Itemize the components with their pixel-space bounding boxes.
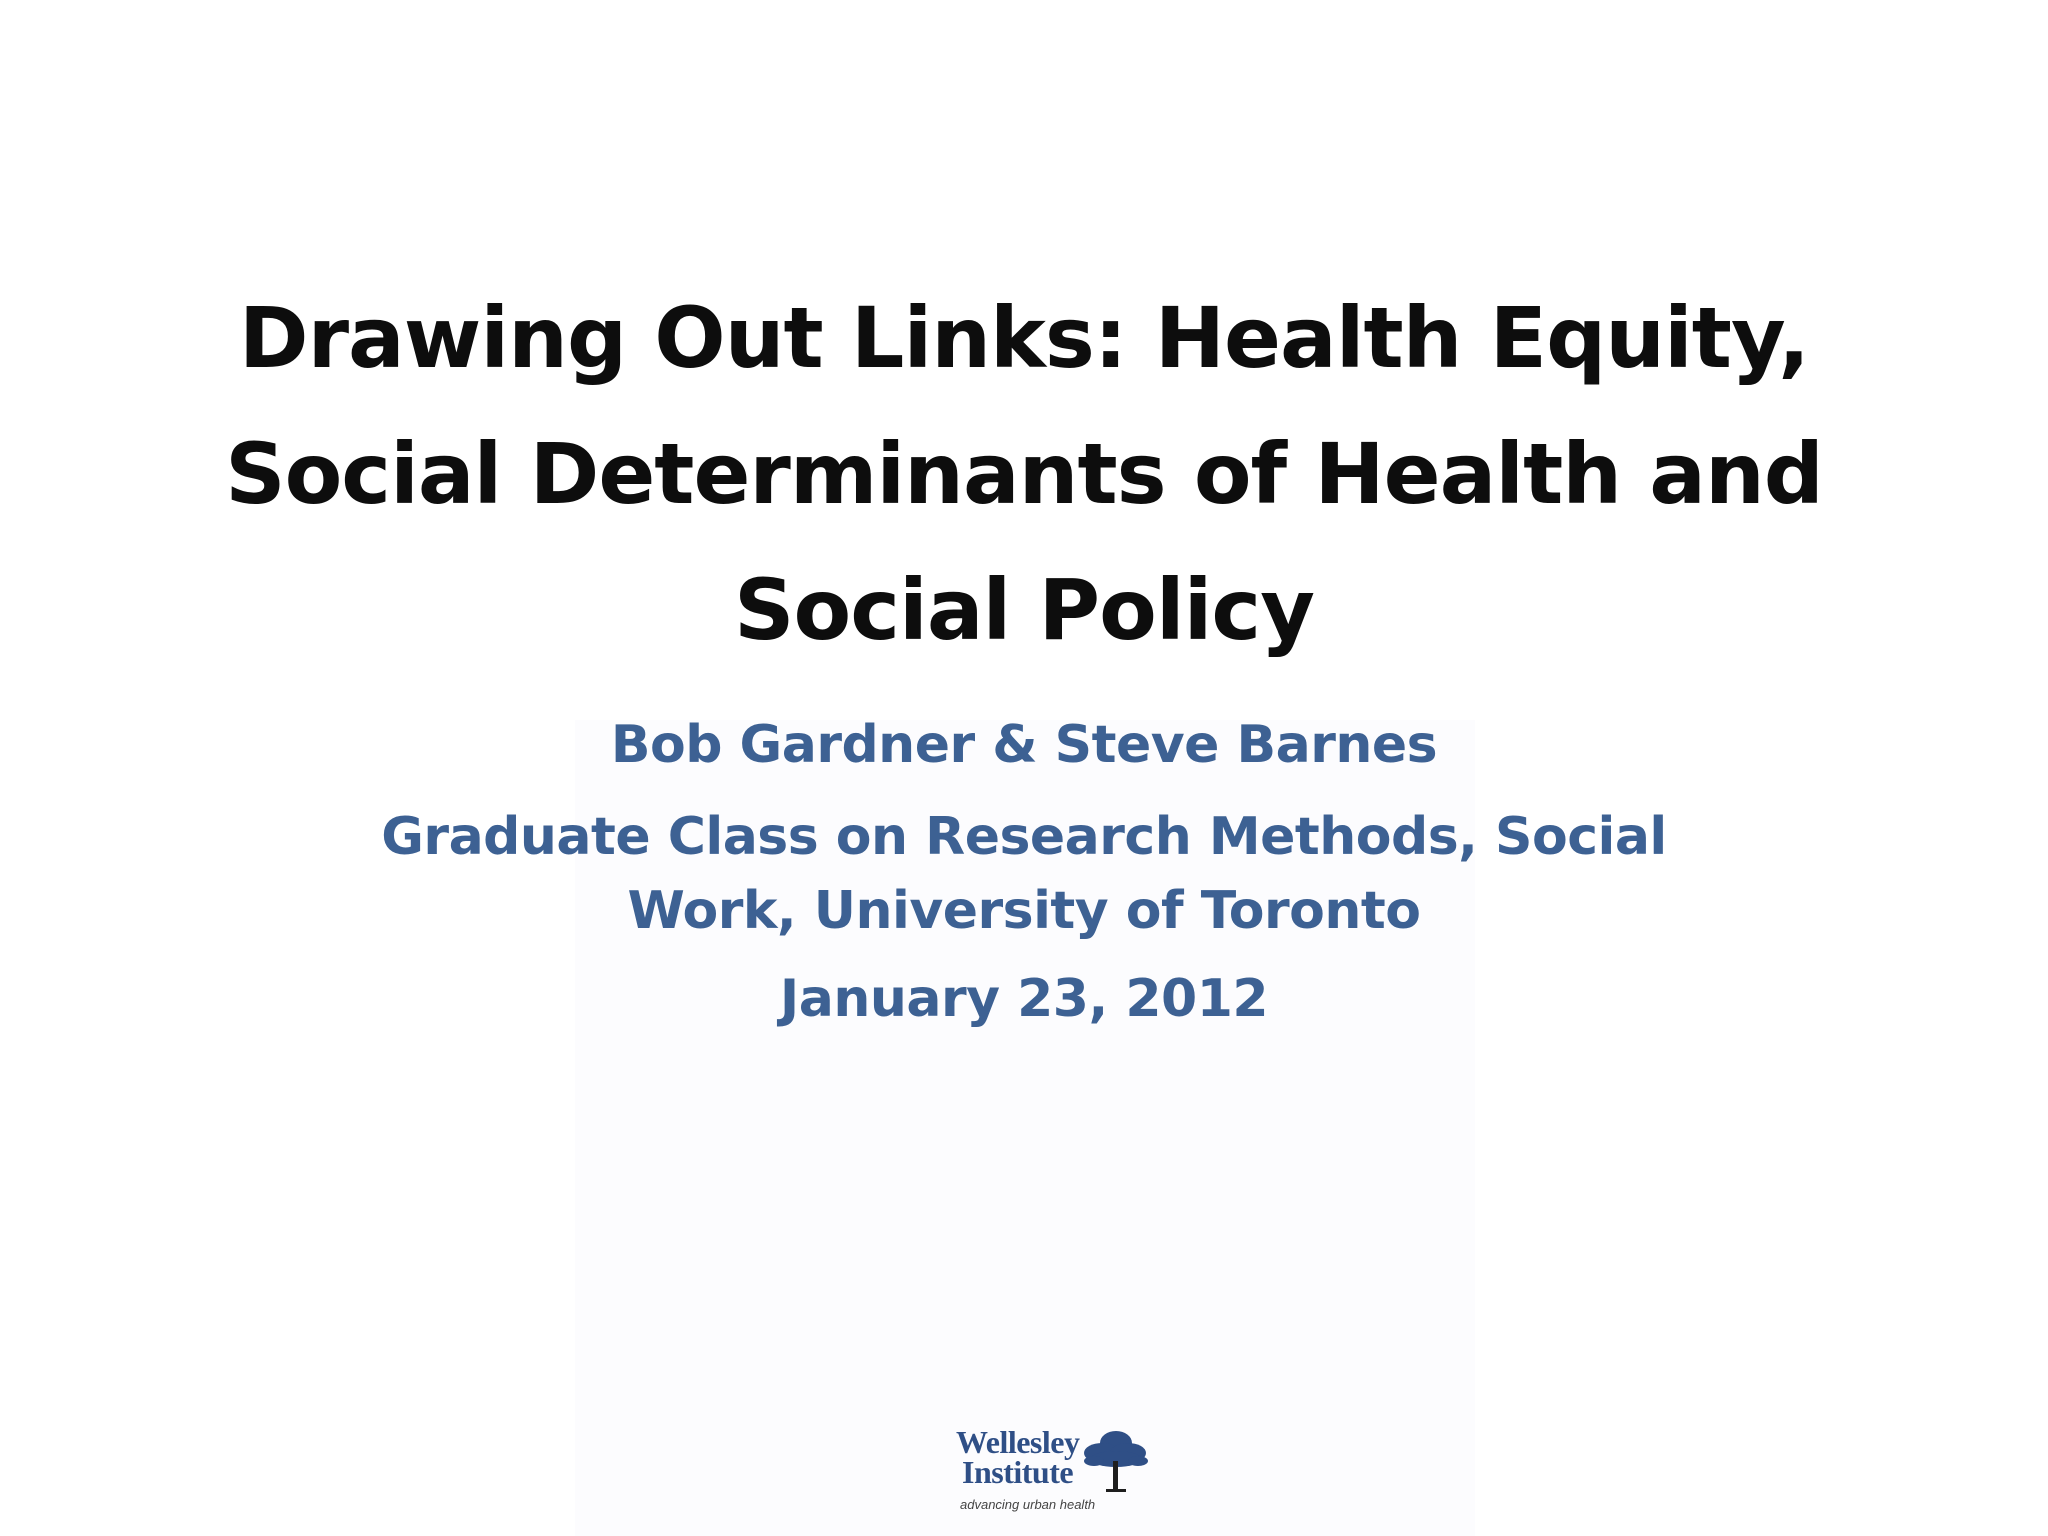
slide-title [160,270,1888,678]
course-line: Graduate Class on Research Methods, Social [381,807,1667,867]
authors-text: Bob Gardner & Steve Barnes [610,715,1438,775]
wellesley-institute-logo [952,1425,1152,1521]
logo-tagline: advancing urban health [960,1497,1096,1512]
title-line: Drawing Out Links: Health Equity, [238,289,1810,387]
presentation-date [300,962,1748,1036]
logo-name-line1: Wellesley [956,1424,1080,1460]
title-line: Social Determinants of Health and [225,425,1823,523]
date-text: January 23, 2012 [779,969,1269,1029]
logo-name-line2: Institute [962,1454,1074,1490]
authors [300,708,1748,782]
tree-icon [1082,1425,1150,1497]
title-line: Social Policy [734,561,1314,659]
course-info [300,800,1748,948]
course-line: Work, University of Toronto [627,881,1421,941]
